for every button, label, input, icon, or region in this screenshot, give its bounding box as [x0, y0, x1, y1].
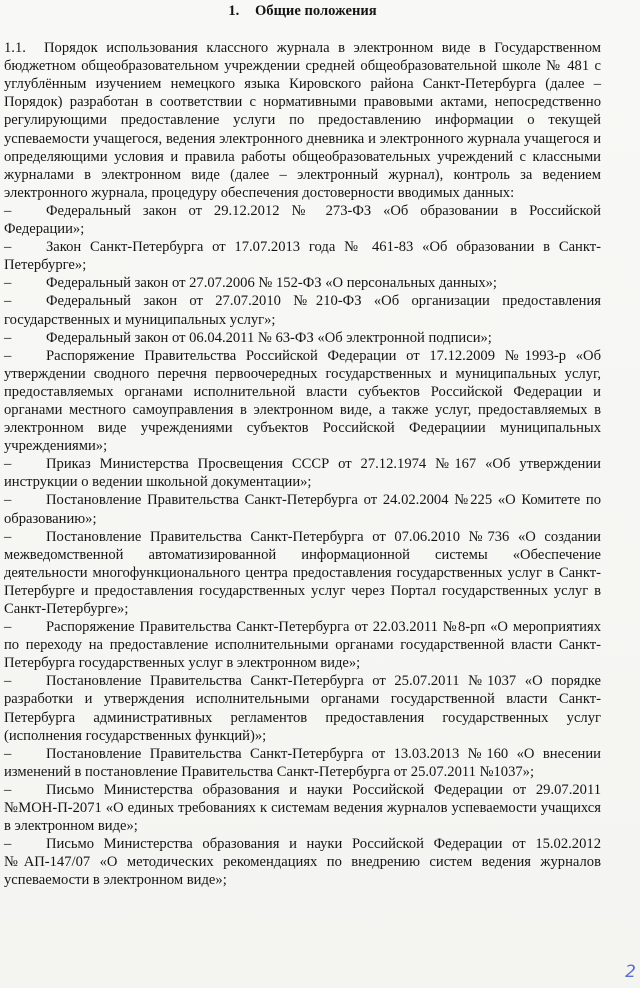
- paragraph-text: Федеральный закон от 27.07.2010 №210-ФЗ «Об организации предоставления государственных и муниципальных услуг»;: [4, 293, 601, 328]
- page-number: 2: [625, 962, 636, 982]
- list-dash: –: [4, 781, 12, 798]
- section-number: 1.: [228, 3, 240, 19]
- section-title: Общие положения: [254, 3, 377, 19]
- list-dash: –: [4, 202, 12, 219]
- paragraph-text: Федеральный закон от 29.12.2012 № 273-ФЗ «Об образовании в Российской Федерации»;: [4, 202, 601, 238]
- list-item: [4, 329, 601, 347]
- paragraph-text: Распоряжение Правительства Российской Федерации от 17.12.2009 №1993-р «Об утверждении сводного перечня первоочередных государственных и муниципальных услуг, предоставляемых органами исполнительной власти субъектов Российской Федерации и органами местного самоуправления в электронном виде, а также услуг, предоставляемых в электронном виде учреждениями субъектов Российской Федерациии муниципальных учреждениями»;: [4, 347, 601, 455]
- list-dash: –: [4, 275, 12, 292]
- document-body: [4, 2, 601, 890]
- list-item: [4, 781, 601, 835]
- list-item: [4, 745, 601, 781]
- list-item: [4, 202, 601, 238]
- list-dash: –: [4, 673, 12, 690]
- list-item: [4, 528, 601, 618]
- paragraph-text: Постановление Правительства Санкт-Петербурга от 13.03.2013 №160 «О внесении изменений в постановление Правительства Санкт-Петербурга от 25.07.2011 №1037»;: [4, 745, 601, 780]
- paragraph-text: Письмо Министерства образования и науки Российской Федерации от 29.07.2011 №МОН-П-2071 «О единых требованиях к системам ведения журналов успеваемости учащихся в электронном виде»;: [4, 781, 601, 835]
- paragraph-text: Постановление Правительства Санкт-Петербурга от 24.02.2004 №225 «О Комитете по образованию»;: [4, 492, 601, 527]
- list-item: [4, 491, 601, 527]
- list-dash: –: [4, 528, 12, 545]
- paragraph-text: Федеральный закон от 27.07.2006 № 152-ФЗ «О персональных данных»;: [46, 275, 497, 292]
- paragraph-text: Постановление Правительства Санкт-Петербурга от 25.07.2011 №1037 «О порядке разработки и утверждения исполнительными органами государственной власти Санкт-Петербурга административных регламентов предоставления государственных услуг (исполнения государственных функций)»;: [4, 673, 601, 744]
- list-dash: –: [4, 293, 12, 310]
- paragraph-text: Закон Санкт-Петербурга от 17.07.2013 года № 461-83 «Об образовании в Санкт-Петербурге»;: [4, 239, 601, 274]
- list-item: [4, 347, 601, 456]
- list-item: [4, 274, 601, 292]
- paragraph-text: Порядок использования классного журнала в электронном виде в Государственном бюджетном общеобразовательном учреждении средней общеобразовательной школе № 481 с углублённым изучением немецкого языка Кировского района Санкт-Петербурга (далее – Порядок) разработан в соответствии с нормативными правовыми актами, непосредственно регулирующими предоставление услуги по предоставлению информации о текущей успеваемости учащегося, ведения электронного дневника и электронного журнала учащегося и определяющими условия и правила работы общеобразовательных учреждений с классными журналами в электронном виде (далее – электронный журнал), контроль за ведением электронного журнала, процедуру обеспечения достоверности вводимых данных:: [4, 40, 601, 201]
- list-dash: –: [4, 347, 12, 364]
- list-item: [4, 618, 601, 672]
- list-item: [4, 455, 601, 491]
- list-dash: –: [4, 836, 12, 853]
- paragraph-1-1: [4, 39, 601, 202]
- list-item: [4, 835, 601, 889]
- list-dash: –: [4, 456, 12, 473]
- list-dash: –: [4, 239, 12, 256]
- list-dash: –: [4, 619, 12, 636]
- paragraph-text: Распоряжение Правительства Санкт-Петербурга от 22.03.2011 №8-рп «О мероприятиях по переходу на предоставление исполнительными органами государственной власти Санкт-Петербурга государственных услуг в электронном виде»;: [4, 619, 601, 672]
- paragraph-text: Федеральный закон от 06.04.2011 № 63-ФЗ «Об электронной подписи»;: [46, 329, 492, 346]
- paragraph-text: Постановление Правительства Санкт-Петербурга от 07.06.2010 №736 «О создании межведомственной автоматизированной информационной системы «Обеспечение деятельности многофункционального центра предоставления государственных услуг в Санкт-Петербурге и предоставления государственных услуг через Портал государственных услуг в Санкт-Петербурге»;: [4, 528, 601, 617]
- section-heading: [4, 2, 601, 20]
- paragraph-text: Письмо Министерства образования и науки Российской Федерации от 15.02.2012 №АП-147/07 «О методических рекомендациях по внедрению систем ведения журналов успеваемости в электронном виде»;: [4, 836, 601, 889]
- paragraph-list: [4, 39, 601, 889]
- paragraph-number: 1.1.: [4, 40, 26, 57]
- paragraph-text: Приказ Министерства Просвещения СССР от 27.12.1974 №167 «Об утверждении инструкции о ведении школьной документации»;: [4, 456, 601, 491]
- list-dash: –: [4, 492, 12, 509]
- list-dash: –: [4, 745, 12, 762]
- list-dash: –: [4, 329, 12, 346]
- list-item: [4, 292, 601, 328]
- list-item: [4, 238, 601, 274]
- list-item: [4, 672, 601, 744]
